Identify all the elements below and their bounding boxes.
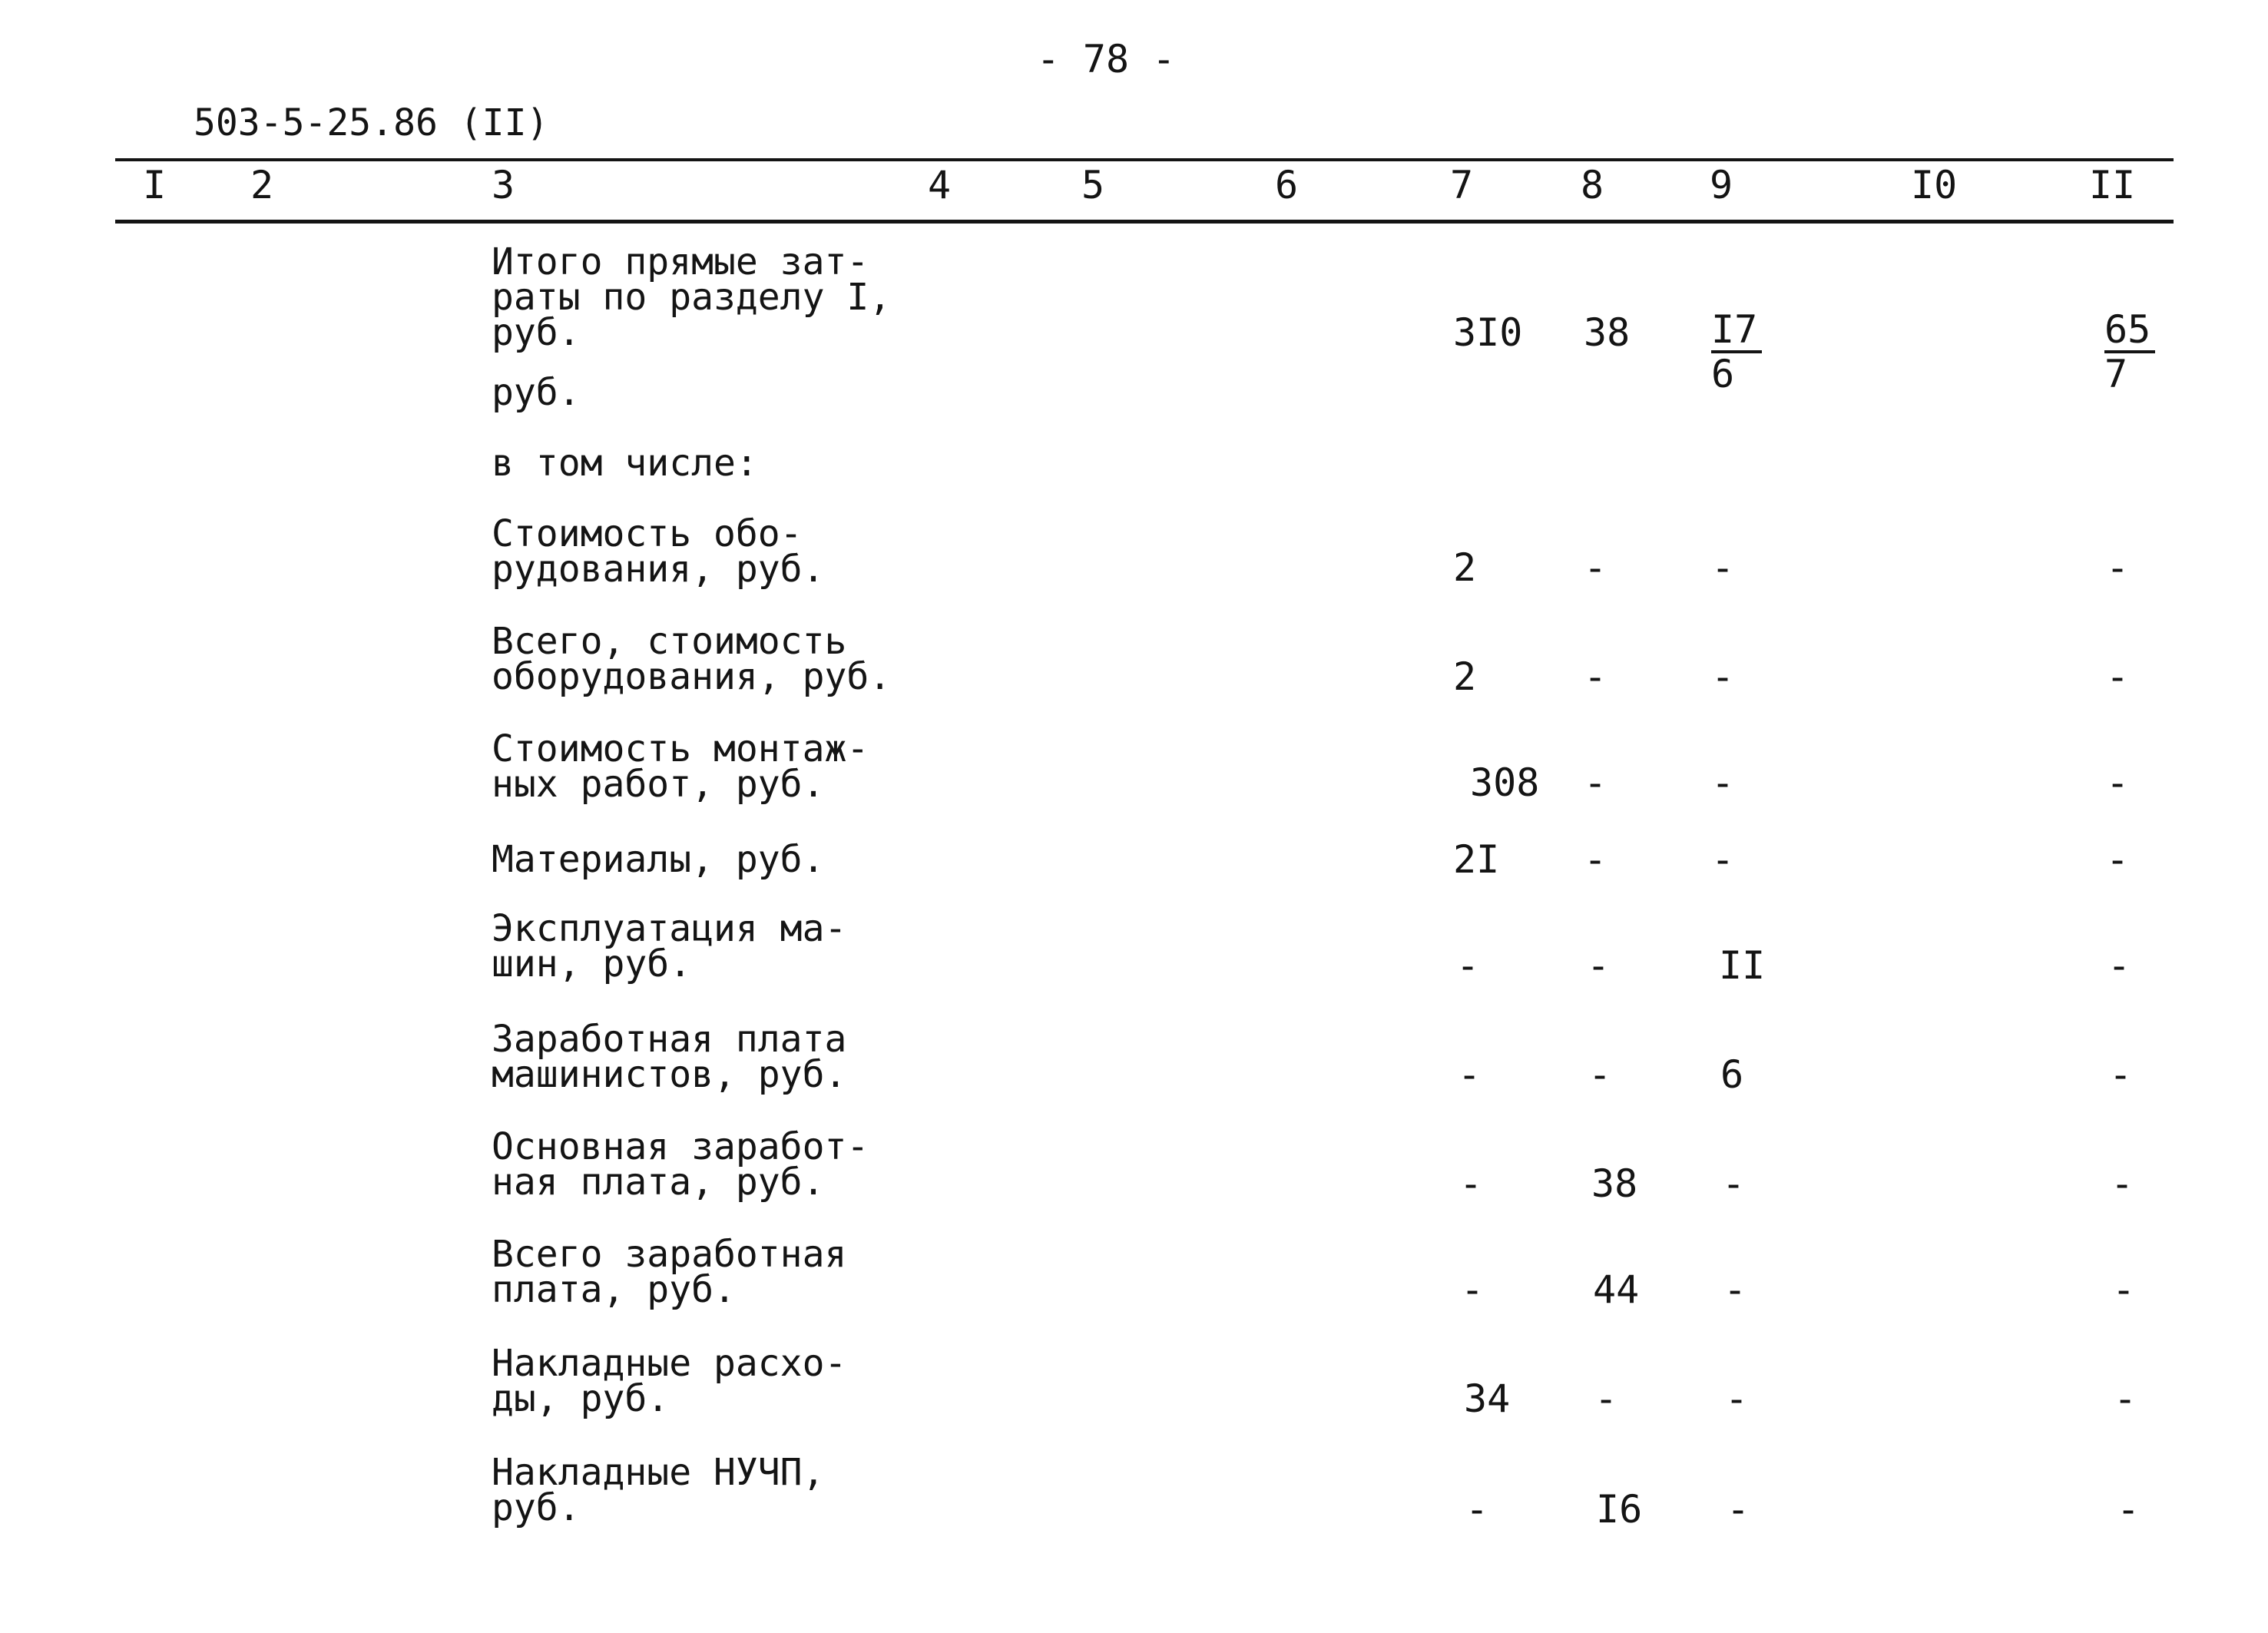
row-equipment-cost-col9: -: [1711, 545, 1735, 590]
row-machine-operation-label: Эксплуатация ма- шин, руб.: [492, 907, 847, 985]
row-total-wages-col11: -: [2112, 1267, 2136, 1312]
row-total-col9-denominator: 6: [1711, 352, 1735, 396]
row-installation-label: Стоимость монтаж- ных работ, руб.: [492, 727, 869, 806]
row-basic-wages-col8: 38: [1591, 1161, 1638, 1206]
row-operator-wages-col7: -: [1458, 1052, 1482, 1097]
row-operator-wages-label: Заработная плата машинистов, руб.: [492, 1018, 847, 1096]
row-total-equipment-col8: -: [1584, 654, 1607, 699]
column-header-8: 8: [1581, 163, 1604, 207]
document-code: 503-5-25.86 (II): [194, 101, 549, 144]
row-total-col11-fraction: [2104, 309, 2155, 395]
row-installation-col9: -: [1711, 760, 1735, 805]
row-basic-wages-label: Основная заработ- ная плата, руб.: [492, 1125, 869, 1204]
row-overhead-col8: -: [1594, 1376, 1618, 1421]
page-number: - 78 -: [1036, 37, 1176, 81]
row-nuchp-overhead-label: Накладные НУЧП, руб.: [492, 1451, 825, 1529]
header-rule-bottom: [115, 220, 2174, 224]
row-nuchp-overhead-col9: -: [1727, 1487, 1750, 1532]
row-materials-col11: -: [2106, 837, 2130, 882]
row-total-equipment-col7: 2: [1453, 654, 1477, 699]
row-overhead-col7: 34: [1464, 1376, 1511, 1421]
row-basic-wages-col9: -: [1722, 1161, 1746, 1206]
row-materials-label: Материалы, руб.: [492, 838, 825, 881]
row-total-col8: 38: [1584, 310, 1631, 355]
column-header-3: 3: [492, 163, 515, 207]
row-total-col11-numerator: 65: [2104, 309, 2155, 353]
row-total-col7: 3I0: [1453, 310, 1523, 355]
column-header-2: 2: [250, 163, 274, 207]
row-basic-wages-col7: -: [1459, 1161, 1483, 1206]
column-header-10: I0: [1911, 163, 1958, 207]
row-total-col11-denominator: 7: [2104, 352, 2128, 396]
row-installation-col8: -: [1584, 760, 1607, 805]
row-equipment-cost-col11: -: [2106, 545, 2130, 590]
header-rule-top: [115, 158, 2174, 161]
row-materials-col7: 2I: [1453, 837, 1500, 882]
row-equipment-cost-col8: -: [1584, 545, 1607, 590]
row-total-wages-col7: -: [1461, 1267, 1485, 1312]
row-nuchp-overhead-col8: I6: [1596, 1487, 1643, 1532]
column-header-6: 6: [1275, 163, 1299, 207]
row-machine-operation-col8: -: [1587, 943, 1611, 988]
column-header-11: II: [2089, 163, 2136, 207]
row-overhead-col9: -: [1725, 1376, 1749, 1421]
row-total-wages-col8: 44: [1593, 1267, 1640, 1312]
column-header-1: I: [143, 163, 167, 207]
row-total-equipment-col11: -: [2106, 654, 2130, 699]
row-equipment-cost-label: Стоимость обо- рудования, руб.: [492, 512, 825, 591]
row-equipment-cost-col7: 2: [1453, 545, 1477, 590]
row-total-col9-numerator: I7: [1711, 309, 1762, 353]
row-operator-wages-col8: -: [1588, 1052, 1612, 1097]
row-total-wages-col9: -: [1723, 1267, 1747, 1312]
row-operator-wages-col11: -: [2109, 1052, 2133, 1097]
row-total-equipment-label: Всего, стоимость оборудования, руб.: [492, 620, 892, 698]
row-installation-col11: -: [2106, 760, 2130, 805]
row-nuchp-overhead-col7: -: [1465, 1487, 1489, 1532]
row-total-label: Итого прямые зат- раты по разделу I, руб.: [492, 240, 892, 354]
row-overhead-label: Накладные расхо- ды, руб.: [492, 1342, 847, 1420]
row-machine-operation-col9: II: [1719, 943, 1766, 988]
row-including-label: в том числе:: [492, 442, 758, 485]
row-operator-wages-col9: 6: [1720, 1052, 1744, 1097]
row-total-col9-fraction: [1711, 309, 1762, 395]
row-basic-wages-col11: -: [2111, 1161, 2134, 1206]
column-header-5: 5: [1081, 163, 1105, 207]
row-total-equipment-col9: -: [1711, 654, 1735, 699]
row-total-wages-label: Всего заработная плата, руб.: [492, 1233, 847, 1311]
row-machine-operation-col7: -: [1456, 943, 1480, 988]
row-overhead-col11: -: [2114, 1376, 2137, 1421]
column-header-7: 7: [1450, 163, 1474, 207]
row-installation-col7: 308: [1470, 760, 1540, 805]
column-header-4: 4: [928, 163, 952, 207]
row-nuchp-overhead-col11: -: [2117, 1487, 2141, 1532]
row-materials-col9: -: [1711, 837, 1735, 882]
row-total-label-2: руб.: [492, 371, 581, 414]
row-materials-col8: -: [1584, 837, 1607, 882]
column-header-9: 9: [1710, 163, 1733, 207]
row-machine-operation-col11: -: [2107, 943, 2131, 988]
